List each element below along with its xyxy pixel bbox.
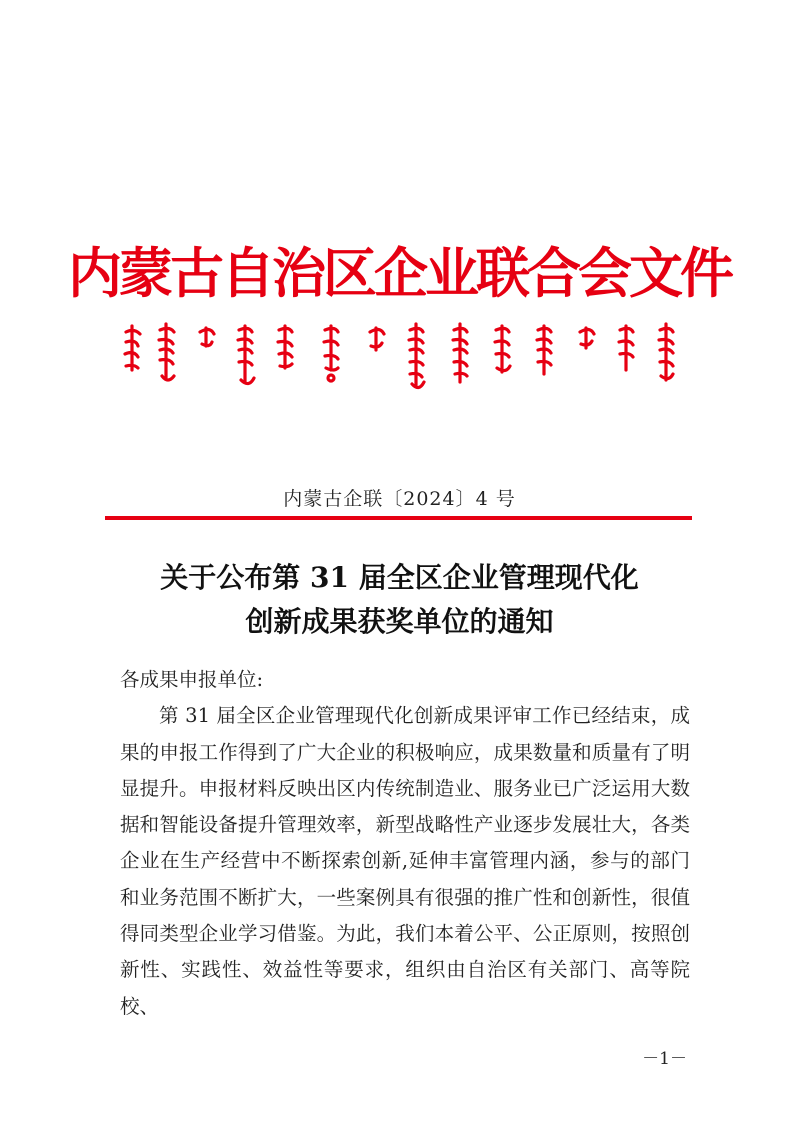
body-paragraph: 第 31 届全区企业管理现代化创新成果评审工作已经结束，成果的申报工作得到了广大企业的积极响应，成果数量和质量有了明显提升。申报材料反映出区内传统制造业、服务业已广泛运用大数据和智能设备提升管理效率，新型战略性产业逐步发展壮大，各类企业在生产经营中不断探索创新,延伸丰富管理内涵，参与的部门和业务范围不断扩大，一些案例具有很强的推广性和创新性，很值得同类型企业学习借鉴。为此，我们本着公平、公正原则，按照创新性、实践性、效益性等要求，组织由自治区有关部门、高等院校、	[120, 704, 690, 1018]
mongolian-script-graphic	[120, 320, 680, 400]
salutation: 各成果申报单位:	[120, 668, 264, 691]
document-number: 内蒙古企联〔2024〕4 号	[283, 488, 516, 510]
red-divider-line	[105, 516, 692, 520]
page-number: －1－	[642, 1049, 687, 1069]
document-title-line-1: 关于公布第 31 届全区企业管理现代化	[160, 561, 639, 594]
document-title-line-2: 创新成果获奖单位的通知	[245, 605, 554, 638]
org-header-title: 内蒙古自治区企业联合会文件	[68, 241, 731, 305]
mongolian-script-header	[120, 320, 680, 400]
document-body	[120, 662, 690, 1025]
document-title	[0, 556, 799, 644]
